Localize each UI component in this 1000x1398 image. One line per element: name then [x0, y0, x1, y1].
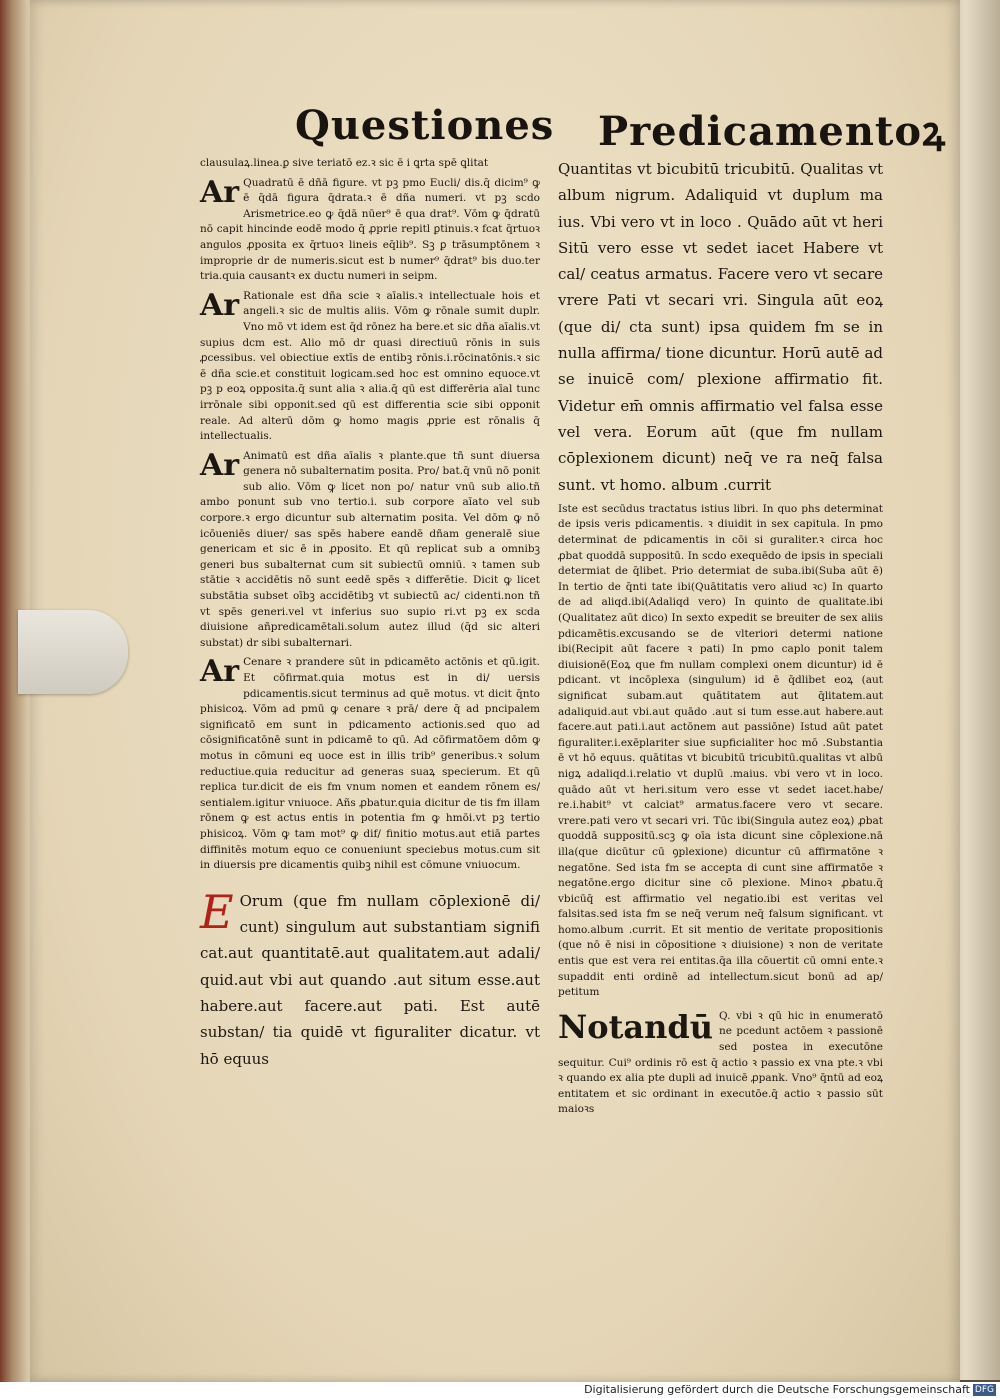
right-paragraph-1: Quantitas vt bicubitū tricubitū. Qualitas vt album nigrum. Adaliquid vt duplum ma ius. Vbi vero vt in loco . Quādo aūt vt heri Sitū vero esse vt sedet iacet Habere vt cal/ ceatus armatus. Facere vero vt secare vrere Pati vt secari vri. Singula aūt eoꝝ (que di/ cta sunt) ipsa quidem fm se in nulla affirma/ tione dicuntur. Horū autē ad se inuicē com/ plexione affirmatio fit. Videtur em̄ omnis affirmatio vel falsa esse vel vera. Eorum aūt (que fm nullam cōplexionem dicunt) neq̄ ve ra neq̄ falsa sunt. vt homo. album .currit — [558, 160, 883, 494]
right-column — [558, 156, 883, 1118]
paper-tab-strip — [18, 610, 128, 694]
left-paragraph-2-text: Quadratū ē dñā figure. vt pꝫ pmo Eucli/ dis.q̄ dicim⁹ ꝙ ē q̄dā figura q̄drata.ꝛ ē dña numeri. vt pꝫ scdo Arismetrice.eo ꝙ q̄dā nūer⁹ ē qua drat⁹. Vōm ꝙ q̄dratū nō capit hincinde eodē modo q̄ ꝓprie repitl ꝑtinuis.ꝛ fcat q̄rtuoꝛ angulos ꝓposita ex q̄rtuoꝛ lineis eq̄lib⁹. Sꝫ ꝑ trāsumptōnem ꝛ improprie dr de numeris.sicut est b numer⁹ q̄drat⁹ bis duo.ter tria.quia causantꝛ ex ductu numeri in seipm. — [200, 176, 540, 283]
left-paragraph-5-text: Cenare ꝛ prandere sūt in pdicamēto actōnis et qū.igit. Et cōfirmat.quia motus est in di/ uersis pdicamentis.sicut terminus ad quē motus. vt dicit q̄nto phisicoꝝ. Vōm ad pmū ꝙ cenare ꝛ prā/ dere q̄ ad pncipalem significatō em sunt in pdicamento actionis.sed quo ad cōsignificatōnē sunt in pdicamē to qū. Ad cōfirmatōem dōm ꝙ motus in cōmuni eq uoce est in illis trib⁹ generibus.ꝛ solum reductiue.quia reducitur ad generas suaꝝ specierum. Et qū replica tur.dicit de eis fm vnum nomen et eandem rōnem es/ sentialem.igitur vniuoce. Añs ꝓbatur.quia dicitur de tis fm illam rōnem ꝙ est actus entis in potentia fm ꝙ hmōi.vt pꝫ tertio phisicoꝝ. Vōm ꝙ tam mot⁹ ꝙ dif/ finitio motus.aut etiā partes diffinitēs motum equo ce conueniunt speciebus motus.cum sit in diuersis pre dicamentis quibꝫ nihil est cōmune vniuocum. — [200, 656, 540, 872]
left-paragraph-4-text: Animatū est dña aīalis ꝛ plante.que tñ sunt diuersa genera nō subalternatim posita. Pro/ bat.q̄ vnū nō ponit sub alio. Vōm ꝙ licet non po/ natur vnū sub alio.tñ ambo ponunt sub vno tertio.i. sub corpore aīato vel sub corpore.ꝛ ergo dicuntur sub alternatim posita. Vel dōm ꝙ nō icōueniēs diuer/ sas spēs habere eandē dñam generalē siue genericam et sic ē in ꝓposito. Et qū replicat sub a omnibꝫ generi bus subalternat cum sit subiectū omniū. ꝛ tamen sub stātie ꝛ accidētis nō sunt eedē spēs ꝛ differētie. Dicit ꝙ licet substātia subset oībꝫ accidētibꝫ vt subiectū ac/ cidenti.non tñ vt spēs generi.vel vt inferius suo supio ri.vt pꝫ ex scda diuisione añpredicamētali.solum autez illud (q̄d sic alteri substat) dr sibi subalternari. — [200, 449, 540, 649]
left-paragraph-2 — [200, 176, 540, 285]
right-paragraph-3 — [558, 1009, 883, 1118]
initial-ar: Ar — [200, 447, 240, 483]
running-head-right: Predicamentoꝝ — [598, 108, 947, 155]
running-head-left: Questiones — [295, 102, 555, 149]
left-paragraph-3 — [200, 289, 540, 445]
left-paragraph-1: clausulaꝝ.linea.ꝑ sive teriatō ez.ꝛ sic ē i ꝗrta spē ꝗlitat — [200, 157, 489, 169]
right-paragraph-2: Iste est secūdus tractatus istius libri. In quo phs determinat de ipsis veris pdicamentis. ꝛ diuidit in sex capitula. In pmo determinat de pdicamentis in cōi si guraliter.ꝛ circa hoc ꝓbat quoddā suppositū. In scdo exequēdo de ipsis in speciali determiat de q̄libet. Prio determiat de suba.ibi(Suba aūt ē) In tertio de q̄nti tate ibi(Quātitatis vero aliud ꝛc) In quarto de ad aliqd.ibi(Adaliqd vero) In quinto de qualitate.ibi (Qualitatez aūt dico) In sexto expedit se breuiter de sex aliis pdicamētis.excusando se de vlteriori determi natione ibi(Recipit aūt facere ꝛ pati) In pmo caplo ponit talem diuisionē(Eoꝝ que fm nullam complexi onem dicuntur) id ē pdicant. vt incōplexa (singulum) id ē q̄dlibet eoꝝ (aut significat subam.aut quātitatem aut q̄litatem.aut adaliquid.aut vbi.aut quādo .aut si tum esse.aut habere.aut facere.aut pati.i.aut actōnem aut passiōne) Istud aūt patet figuraliter.i.exēplariter siue supficialiter hoc mō .Substantia ē vt hō equus. quātitas vt bicubitū tricubitū.qualitas vt albū nigꝝ adaliqd.i.relatio vt duplū .maius. vbi vero vt in loco. quādo aūt vt heri.situm vero esse vt sedet iacet.habe/ re.i.habit⁹ vt calciat⁹ armatus.facere vero vt secare. vrere.pati vero vt secari vri. Tūc ibi(Singula autez eoꝝ) ꝓbat quoddā suppositū.scꝫ ꝙ oīa ista dicunt sine cōplexione.nā illa(que dicūtur cū ꝯplexione) dicuntur cū affirmatōne ꝛ negatōne. Sed ista fm se accepta di cunt sine affirmatōe ꝛ negatōne.ergo dicitur sine cō plexione. Minoꝛ ꝓbatu.q̄ vbicūq̄ est affirmatio vel negatio.ibi est veritas vel falsitas.sed ista fm se neq̄ verum neq̄ falsum significant. vt homo.album .currit. Et sit mentio de veritate propositionis (que nō ē nisi in cōpositione ꝛ diuisione) ꝛ non de veritate entis que est vera rei entitas.q̄a illa cōuertit cū omni ente.ꝛ supaddit enti ordinē ad intellectum.sicut bonū ad ap/ petitum — [558, 502, 883, 999]
left-paragraph-4 — [200, 449, 540, 652]
right-paragraph-3-text: Q. vbi ꝛ qū hic in enumeratō ne pcedunt actōem ꝛ passionē sed postea in executōne sequitur. Cui⁹ ordinis rō est q̄ actio ꝛ passio ex vna pte.ꝛ vbi ꝛ quando ex alia pte dupli ad inuicē ꝓpank. Vno⁹ q̄ntū ad eoꝝ entitatem et sic ordinant in executōe.q̄ actio ꝛ passio sūt maioꝛs — [558, 1009, 883, 1116]
red-initial-e: E — [200, 884, 234, 939]
left-paragraph-3-text: Rationale est dña scie ꝛ aīalis.ꝛ intellectuale hois et angeli.ꝛ sic de multis aliis. Vōm ꝙ rōnale sumit duplr. Vno mō vt idem est q̄d rōnez ha bere.et sic dña aīalis.vt supius dcm est. Alio mō dr quasi directiuū rōnis in suis ꝓcessibus. vel obiectiue extīs de entibꝫ rōnis.i.rōcinatōnis.ꝛ sic ē dña scie.et constituit logicam.sed hoc est omnino equoce.vt pꝫ p eoꝝ opposita.q̄ sunt alia ꝛ alia.q̄ qū est differēria aīal tunc irrōnale sibi opponit.sed qū est differentia scie sibi opponit reale. Ad alterū dōm ꝙ homo magis ꝓprie est rōnalis q̄ intellectualis. — [200, 289, 540, 443]
footer-credit: Digitalisierung gefördert durch die Deutsche Forschungsgemeinschaft — [584, 1383, 970, 1396]
initial-ar: Ar — [200, 287, 240, 323]
left-column — [200, 156, 540, 1072]
dfg-logo: DFG — [974, 1385, 994, 1395]
footer-bar — [0, 1382, 1000, 1398]
left-paragraph-6 — [200, 884, 540, 1072]
initial-ar: Ar — [200, 654, 240, 690]
left-paragraph-5 — [200, 655, 540, 873]
notandum-heading: Notandū — [558, 1007, 714, 1046]
initial-ar: Ar — [200, 174, 240, 210]
left-paragraph-6-text: Orum (que fm nullam cōplexionē di/ cunt) singulum aut substantiam signifi cat.aut quantitatē.aut qualitatem.aut adali/ quid.aut vbi aut quando .aut situm esse.aut habere.aut facere.aut pati. Est autē substan/ tia quidē vt figuraliter dicatur. vt hō equus — [200, 891, 540, 1068]
